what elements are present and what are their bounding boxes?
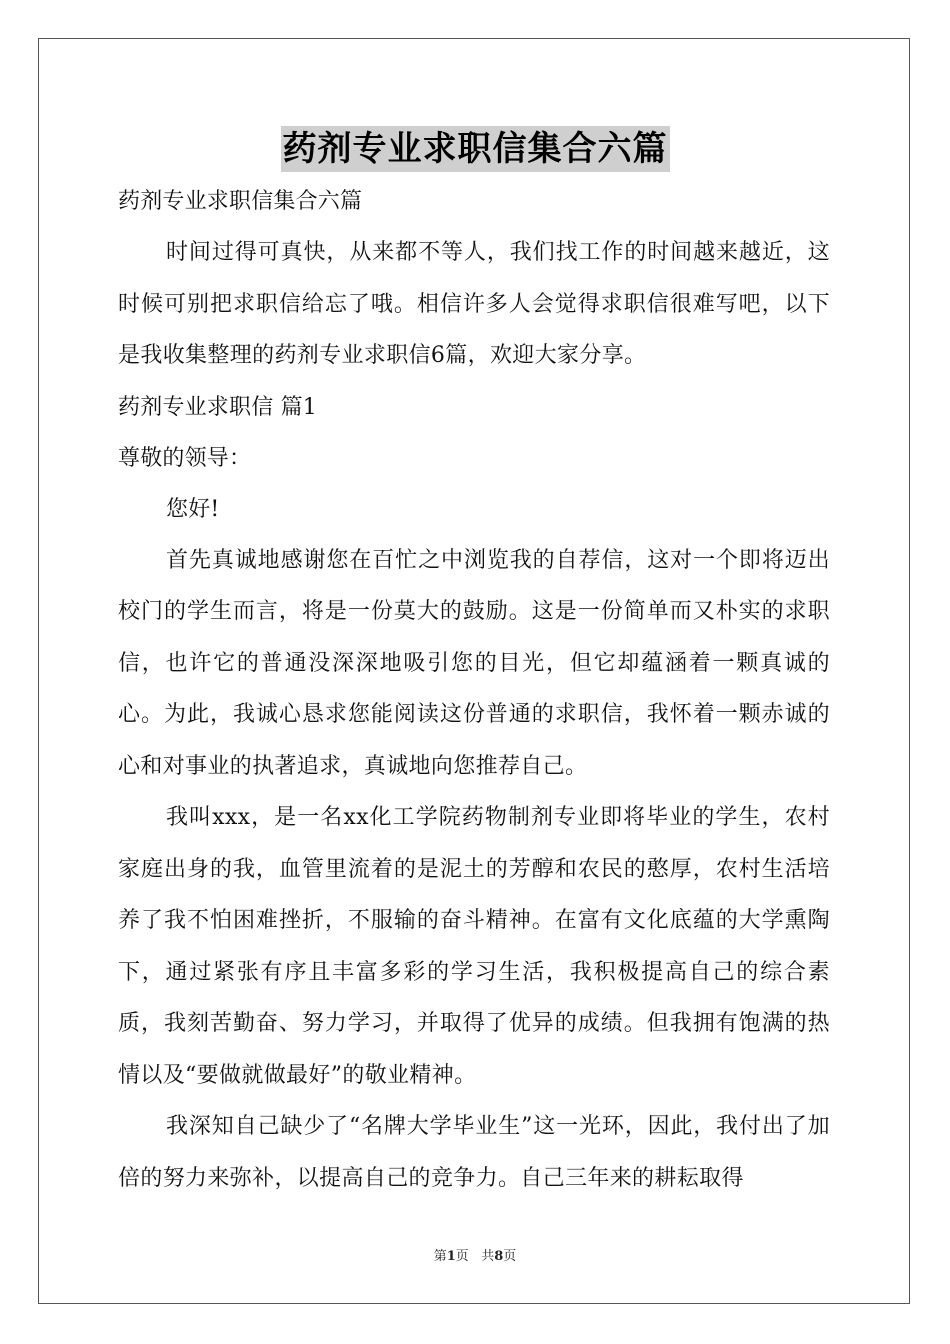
salutation: 尊敬的领导： <box>118 445 252 471</box>
body-paragraph-2: 我叫xxx，是一名xx化工学院药物制剂专业即将毕业的学生，农村家庭出身的我，血管里流着的是泥土的芳醇和农民的憨厚，农村生活培养了我不怕困难挫折，不服输的奋斗精神。在富有文化底蕴的大学熏陶下，通过紧张有序且丰富多彩的学习生活，我积极提高自己的综合素质，我刻苦勤奋、努力学习，并取得了优异的成绩。但我拥有饱满的热情以及“要做就做最好”的敬业精神。 <box>118 805 830 1088</box>
subtitle: 药剂专业求职信集合六篇 <box>118 189 363 214</box>
body-paragraph-1: 首先真诚地感谢您在百忙之中浏览我的自荐信，这对一个即将迈出校门的学生而言，将是一份莫大的鼓励。这是一份简单而又朴实的求职信，也许它的普通没深深地吸引您的目光，但它却蕴涵着一颗真诚的心。为此，我诚心恳求您能阅读这份普通的求职信，我怀着一颗赤诚的心和对事业的执著追求，真诚地向您推荐自己。 <box>118 547 830 779</box>
section-heading: 药剂专业求职信 篇1 <box>118 394 317 420</box>
page-number: 1 <box>446 1249 456 1264</box>
intro-paragraph: 时间过得可真快，从来都不等人，我们找工作的时间越来越近，这时候可别把求职信给忘了哦。相信许多人会觉得求职信很难写吧，以下是我收集整理的药剂专业求职信6篇，欢迎大家分享。 <box>118 240 830 368</box>
page-total: 8 <box>494 1249 504 1264</box>
title-wrap <box>0 126 950 172</box>
page-footer: 第1页 共8页 <box>433 1249 517 1264</box>
document-body <box>118 176 830 1204</box>
greeting: 您好! <box>166 496 220 522</box>
document-title: 药剂专业求职信集合六篇 <box>281 126 670 172</box>
body-paragraph-3: 我深知自己缺少了“名牌大学毕业生”这一光环，因此，我付出了加倍的努力来弥补，以提高自己的竞争力。自己三年来的耕耘取得 <box>118 1114 830 1191</box>
